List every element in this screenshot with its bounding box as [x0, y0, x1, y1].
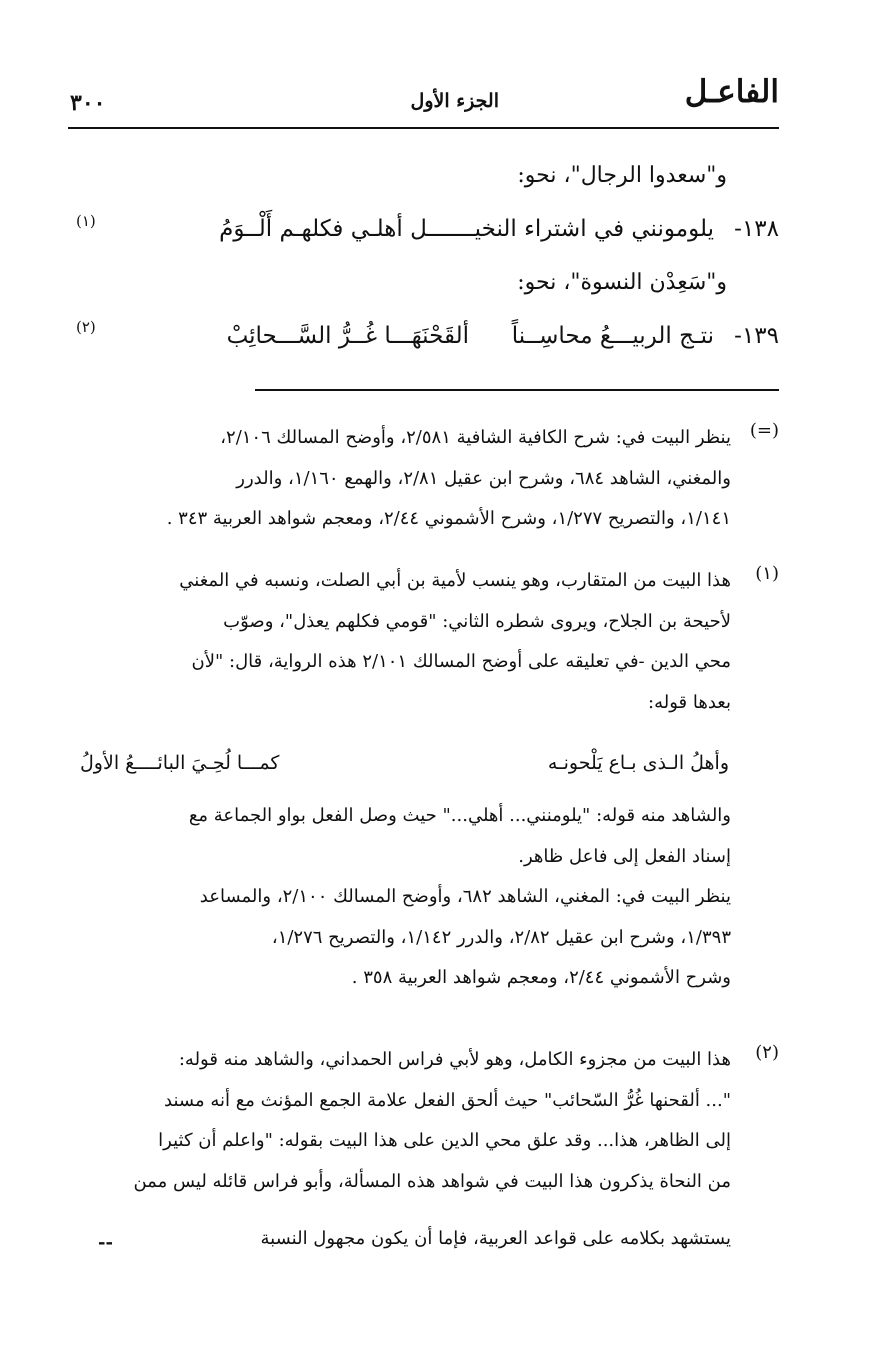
- footnote-line: "... ألقحنها غُرُّ السّحائب" حيث ألحق الفعل علامة الجمع المؤنث مع أنه مسند: [164, 1089, 731, 1111]
- footnote-eq: [76, 418, 731, 540]
- footnote-line: ينظر البيت في: شرح الكافية الشافية ٢/٥٨١، وأوضح المسالك ٢/١٠٦،: [220, 427, 731, 448]
- footnote-line: ١/١٤١، والتصريح ١/٢٧٧، وشرح الأشموني ٢/٤٤، ومعجم شواهد العربية ٣٤٣ .: [166, 508, 731, 530]
- footnote-line: ١/٣٩٣، وشرح ابن عقيل ٢/٨٢، والدرر ١/١٤٢، والتصريح ١/٢٧٦،: [271, 926, 731, 948]
- footnote-line: لأحيحة بن الجلاح، ويروى شطره الثاني: "قومي فكلهم يعذل"، وصوّب: [223, 610, 731, 632]
- footnote-2-last-line: يستشهد بكلامه على قواعد العربية، فإما أن يكون مجهول النسبة: [260, 1228, 731, 1249]
- footnote-separator: [255, 389, 779, 391]
- verse-138-number: ١٣٨-: [734, 216, 779, 242]
- continuation-mark: --: [98, 1232, 113, 1253]
- footnote-line: هذا البيت من مجزوء الكامل، وهو لأبي فراس الحمداني، والشاهد منه قوله:: [178, 1049, 731, 1070]
- footnote-line: ينظر البيت في: المغني، الشاهد ٦٨٢، وأوضح المسالك ٢/١٠٠، والمساعد: [199, 886, 731, 908]
- verse-139-first-hemistich: نتـج الربيـــعُ محاسِــناً: [511, 323, 714, 349]
- footnote-line: وشرح الأشموني ٢/٤٤، ومعجم شواهد العربية ٣٥٨ .: [351, 967, 731, 989]
- verse-139-number: ١٣٩-: [734, 323, 779, 349]
- footnote-1-verse-second: كمـــا لُحِـيَ البائــــعُ الأولُ: [80, 752, 280, 774]
- footnote-1-mark: (١): [755, 563, 779, 584]
- verse-139-second-hemistich: ألقَحْنَهَـــا غُــرُّ السَّـــحائِبْ: [226, 323, 469, 349]
- part-label: الجزء الأول: [410, 90, 499, 112]
- footnote-2-mark: (٢): [755, 1042, 779, 1063]
- footnote-line: بعدها قوله:: [648, 691, 731, 713]
- footnote-line: والشاهد منه قوله: "يلومنني... أهلي..." حيث وصل الفعل بواو الجماعة مع: [188, 805, 731, 826]
- header-rule: [68, 127, 779, 129]
- verse-139-footnote-ref: (٢): [76, 318, 96, 336]
- footnote-line: من النحاة يذكرون هذا البيت في شواهد هذه المسألة، وأبو فراس قائله ليس ممن: [133, 1170, 731, 1192]
- intro-line-2: و"سَعِدْن النسوة"، نحو:: [517, 270, 727, 295]
- chapter-title: الفاعـل: [684, 74, 779, 110]
- footnote-line: والمغني، الشاهد ٦٨٤، وشرح ابن عقيل ٢/٨١، والهمع ١/١٦٠، والدرر: [236, 467, 731, 489]
- footnote-2: [76, 1040, 731, 1202]
- footnote-1-verse-first: وأهلُ الـذى بـاع يَلْحونـه: [547, 752, 729, 774]
- footnote-line: إسناد الفعل إلى فاعل ظاهر.: [518, 845, 731, 867]
- verse-138-line: يلومونني في اشتراء النخيـــــــل أهلـي فكلهـم أَلْــوَمُ: [219, 216, 714, 242]
- footnote-1: [76, 561, 731, 723]
- footnote-line: إلى الظاهر، هذا... وقد علق محي الدين على هذا البيت بقوله: "واعلم أن كثيرا: [158, 1130, 731, 1152]
- footnote-line: هذا البيت من المتقارب، وهو ينسب لأمية بن أبي الصلت، ونسبه في المغني: [179, 570, 731, 591]
- verse-138-footnote-ref: (١): [76, 212, 96, 230]
- footnote-line: محي الدين -في تعليقه على أوضح المسالك ٢/١٠١ هذه الرواية، قال: "لأن: [191, 651, 731, 673]
- footnote-1-continued: [76, 796, 731, 999]
- footnote-eq-mark: (=): [749, 420, 779, 441]
- intro-line-1: و"سعدوا الرجال"، نحو:: [517, 163, 727, 188]
- page-number: ٣٠٠: [70, 90, 106, 116]
